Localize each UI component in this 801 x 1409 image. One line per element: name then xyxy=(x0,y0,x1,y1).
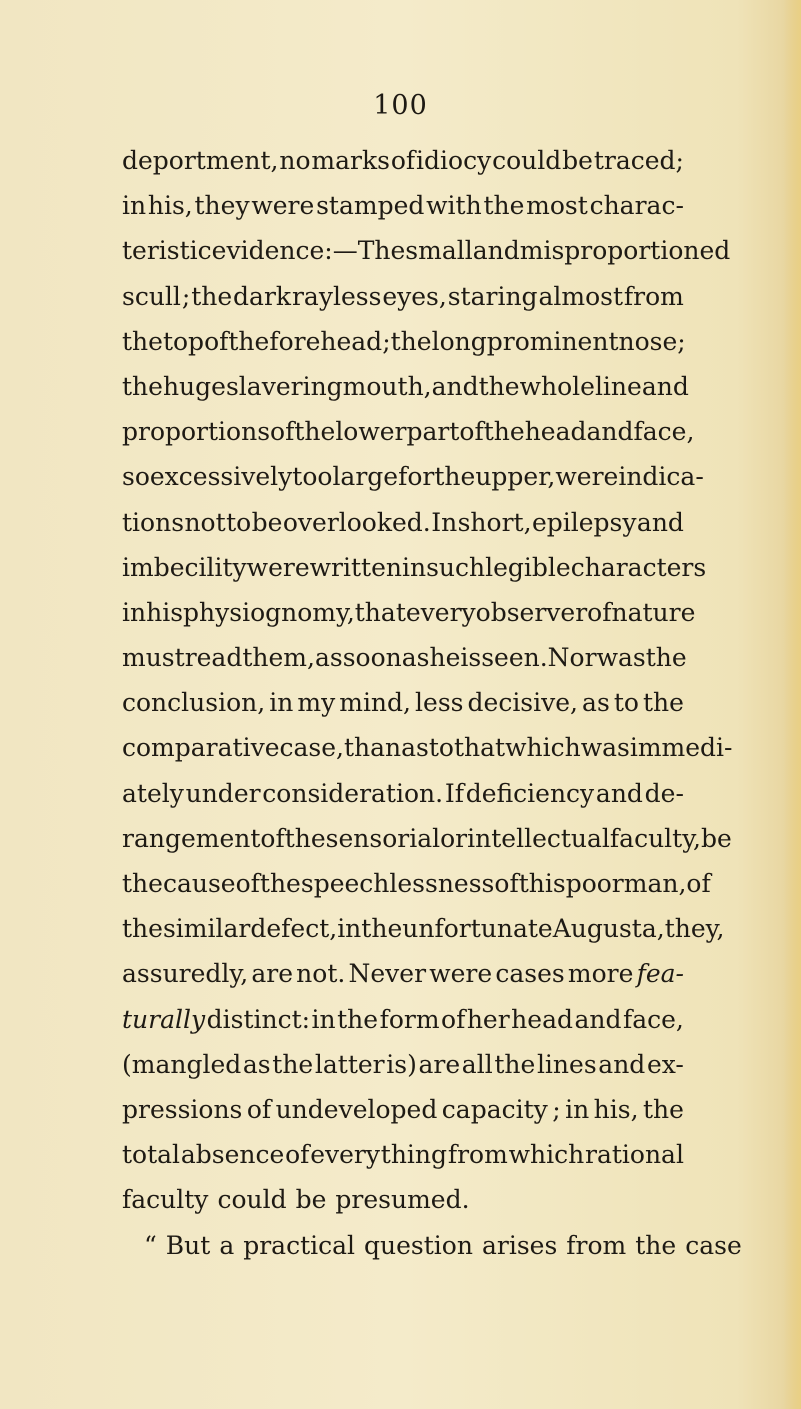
text-line xyxy=(122,725,733,770)
word: were xyxy=(246,552,310,582)
word: face, xyxy=(622,1004,684,1034)
word: of xyxy=(441,1004,466,1034)
word: of xyxy=(260,823,285,853)
word: forehead xyxy=(269,326,383,356)
word: as xyxy=(582,688,610,718)
word: faculty, xyxy=(609,823,701,853)
word: the xyxy=(259,869,301,898)
text-line xyxy=(122,1223,742,1268)
word: his, xyxy=(593,1094,639,1124)
word: :—The xyxy=(324,236,406,266)
word: mouth, xyxy=(342,371,432,401)
word: his xyxy=(146,597,184,627)
text-line xyxy=(122,138,684,183)
word: and xyxy=(636,507,684,537)
word: be xyxy=(562,146,593,175)
word: pressions xyxy=(122,1094,243,1124)
word: the xyxy=(122,869,163,898)
word: in xyxy=(401,552,427,582)
word: is xyxy=(460,643,482,673)
word: comparative xyxy=(122,733,280,763)
word: and xyxy=(431,371,479,401)
word: staring xyxy=(447,281,538,311)
word: the xyxy=(284,823,326,853)
word: to xyxy=(428,733,454,763)
word: the xyxy=(361,914,403,944)
body-text xyxy=(122,138,742,1268)
word: of xyxy=(390,146,416,175)
word: the xyxy=(122,371,163,401)
word: mind, xyxy=(339,688,411,718)
word: the xyxy=(337,1004,379,1034)
text-line xyxy=(122,545,707,590)
word: rayless xyxy=(291,281,382,311)
word: in xyxy=(337,914,362,944)
word: evidence xyxy=(211,236,325,266)
word: nose xyxy=(618,326,678,356)
word: my xyxy=(297,688,336,718)
word: But xyxy=(165,1230,211,1260)
word: a xyxy=(219,1230,235,1260)
text-line xyxy=(122,228,731,273)
text-line xyxy=(122,680,684,725)
word: prominent xyxy=(486,326,619,356)
word: were xyxy=(429,959,493,989)
word: more xyxy=(567,959,634,989)
text-line xyxy=(122,364,689,409)
word: of xyxy=(686,869,711,898)
word: in xyxy=(122,597,147,627)
word: his, xyxy=(147,191,193,221)
word: latter xyxy=(314,1049,385,1079)
word: than xyxy=(343,733,402,763)
word: head xyxy=(511,1004,573,1034)
word: of xyxy=(587,597,612,627)
word: the xyxy=(294,417,336,447)
word: “ xyxy=(144,1230,157,1260)
word: the xyxy=(272,1049,314,1079)
word: huge xyxy=(162,371,226,401)
word: the xyxy=(483,191,525,221)
word: the xyxy=(645,643,687,673)
text-line xyxy=(122,590,696,635)
word: of xyxy=(246,1094,272,1124)
word: or xyxy=(440,823,468,853)
word: decisive, xyxy=(467,688,579,718)
word: of xyxy=(270,417,295,447)
word: poor xyxy=(565,869,624,898)
word: proportions xyxy=(122,417,271,447)
word: every xyxy=(405,597,476,627)
word: soon xyxy=(342,643,402,673)
word: and xyxy=(472,236,520,266)
word: man, xyxy=(623,869,687,898)
word: presumed. xyxy=(335,1185,470,1215)
word: head xyxy=(524,417,587,447)
word: practical xyxy=(243,1230,356,1260)
word: dark xyxy=(233,281,292,311)
word: not. xyxy=(296,959,346,989)
word: case, xyxy=(279,733,344,763)
word: idiocy xyxy=(416,146,492,175)
page-number: 100 xyxy=(373,90,428,121)
text-line xyxy=(122,906,725,951)
page-edge-shadow xyxy=(783,0,801,1409)
word: must xyxy=(122,643,185,673)
word: were xyxy=(555,462,619,492)
word: with xyxy=(426,191,482,221)
text-line xyxy=(122,635,687,680)
word: be xyxy=(251,507,283,537)
word: so xyxy=(122,462,150,492)
word: as xyxy=(401,643,430,673)
word: they, xyxy=(664,914,725,944)
word: the xyxy=(642,688,684,718)
word: the xyxy=(635,1230,677,1260)
word: observer xyxy=(475,597,588,627)
word: could xyxy=(217,1185,287,1215)
word: rational xyxy=(585,1140,684,1170)
word: defect, xyxy=(250,914,338,944)
word: Never xyxy=(348,959,427,989)
text-line xyxy=(122,951,684,996)
word: the xyxy=(122,914,163,944)
word: sensorial xyxy=(325,823,441,853)
word: the xyxy=(191,281,233,311)
word: and xyxy=(641,371,689,401)
word: tions xyxy=(122,507,185,537)
word: are xyxy=(418,1049,461,1079)
word: nature xyxy=(611,597,696,627)
word: as xyxy=(401,733,429,763)
text-line xyxy=(122,274,684,319)
word: is) xyxy=(386,1049,417,1079)
word: traced; xyxy=(593,146,684,175)
word: faculty xyxy=(122,1185,209,1215)
word: in xyxy=(122,191,147,221)
word: Nor xyxy=(547,643,597,673)
text-line xyxy=(122,454,704,499)
text-line xyxy=(122,500,684,545)
word: from xyxy=(447,1140,508,1170)
word: was xyxy=(596,643,646,673)
word: them, xyxy=(242,643,315,673)
word: such xyxy=(426,552,486,582)
word: part xyxy=(406,417,460,447)
word: top xyxy=(162,326,205,356)
text-line xyxy=(122,816,732,861)
word: the xyxy=(494,1049,536,1079)
word: which xyxy=(505,733,581,763)
word: and xyxy=(595,778,643,808)
word: form xyxy=(379,1004,440,1034)
word: her xyxy=(466,1004,510,1034)
word: excessively xyxy=(149,462,293,492)
word: whole xyxy=(519,371,595,401)
word: less xyxy=(415,688,464,718)
word: conclusion, xyxy=(122,688,266,718)
word: stamped xyxy=(316,191,425,221)
word: the xyxy=(642,1094,684,1124)
word: assuredly, xyxy=(122,959,249,989)
word: the xyxy=(228,326,270,356)
word: and xyxy=(586,417,634,447)
word: lower xyxy=(335,417,407,447)
word: rangement xyxy=(122,823,261,853)
word: from xyxy=(623,281,684,311)
word: deportment, xyxy=(122,146,279,175)
word: de- xyxy=(644,778,684,808)
word: of xyxy=(494,869,519,898)
word: total xyxy=(122,1140,181,1170)
word: Augusta, xyxy=(552,914,665,944)
word: (mangled xyxy=(122,1049,242,1079)
word: in xyxy=(565,1094,590,1124)
word: immedi- xyxy=(629,733,733,763)
word: misproportioned xyxy=(519,236,731,266)
text-line xyxy=(122,997,684,1042)
word: thing xyxy=(380,1140,448,1170)
word: small xyxy=(405,236,473,266)
text-line xyxy=(122,319,684,364)
word: line xyxy=(594,371,642,401)
word: could xyxy=(492,146,562,175)
word: of xyxy=(204,326,229,356)
word: turally xyxy=(122,1004,206,1034)
word: that xyxy=(453,733,506,763)
word: marks xyxy=(311,146,390,175)
text-line xyxy=(122,1177,684,1222)
word: from xyxy=(566,1230,627,1260)
word: charac- xyxy=(589,191,684,221)
word: to xyxy=(226,507,252,537)
word: consideration. xyxy=(262,778,444,808)
word: the xyxy=(434,462,476,492)
word: eyes, xyxy=(382,281,447,311)
word: distinct: xyxy=(206,1004,311,1034)
word: physiognomy, xyxy=(183,597,355,627)
word: the xyxy=(483,417,525,447)
word: seen. xyxy=(481,643,548,673)
text-line xyxy=(122,1042,684,1087)
word: and xyxy=(574,1004,622,1034)
word: this xyxy=(518,869,566,898)
word: similar xyxy=(162,914,251,944)
word: In xyxy=(431,507,458,537)
word: scull xyxy=(122,281,181,311)
word: ; xyxy=(677,326,686,356)
word: the xyxy=(390,326,432,356)
text-line xyxy=(122,183,684,228)
word: long xyxy=(431,326,487,356)
word: legible xyxy=(485,552,571,582)
word: characters xyxy=(570,552,707,582)
word: imbecility xyxy=(122,552,247,582)
word: all xyxy=(461,1049,493,1079)
word: ; xyxy=(552,1094,561,1124)
word: in xyxy=(311,1004,336,1034)
word: was xyxy=(580,733,630,763)
word: in xyxy=(269,688,294,718)
word: too xyxy=(292,462,333,492)
word: face, xyxy=(633,417,695,447)
word: teristic xyxy=(122,236,212,266)
word: ; xyxy=(181,281,191,311)
word: read xyxy=(184,643,243,673)
word: almost xyxy=(538,281,624,311)
word: the xyxy=(478,371,520,401)
word: the xyxy=(122,326,163,356)
word: that xyxy=(354,597,406,627)
text-line xyxy=(122,1132,684,1177)
word: they xyxy=(194,191,250,221)
word: upper, xyxy=(475,462,556,492)
word: no xyxy=(279,146,311,175)
word: ately xyxy=(122,778,184,808)
word: indica- xyxy=(618,462,704,492)
word: large xyxy=(332,462,399,492)
word: he xyxy=(429,643,461,673)
word: deficiency xyxy=(465,778,595,808)
word: overlooked. xyxy=(282,507,431,537)
word: of xyxy=(285,1140,310,1170)
word: are xyxy=(251,959,293,989)
word: which xyxy=(508,1140,585,1170)
word: undeveloped xyxy=(275,1094,438,1124)
word: under xyxy=(185,778,261,808)
word: absence xyxy=(180,1140,285,1170)
word: intellectual xyxy=(467,823,610,853)
word: ex- xyxy=(646,1049,684,1079)
word: every xyxy=(310,1140,380,1170)
word: to xyxy=(613,688,639,718)
word: capacity xyxy=(441,1094,548,1124)
word: If xyxy=(444,778,464,808)
word: slavering xyxy=(225,371,343,401)
word: speechlessness xyxy=(300,869,495,898)
word: not xyxy=(184,507,226,537)
word: and xyxy=(598,1049,646,1079)
word: written xyxy=(309,552,402,582)
word: ; xyxy=(382,326,391,356)
word: case xyxy=(685,1230,742,1260)
word: as xyxy=(314,643,343,673)
word: lines xyxy=(536,1049,597,1079)
word: question xyxy=(364,1230,473,1260)
word: were xyxy=(251,191,315,221)
word: be xyxy=(700,823,732,853)
word: of xyxy=(235,869,260,898)
word: of xyxy=(459,417,484,447)
text-line xyxy=(122,861,711,906)
word: arises xyxy=(481,1230,558,1260)
word: unfortunate xyxy=(402,914,553,944)
text-line xyxy=(122,1087,684,1132)
word: short, xyxy=(457,507,532,537)
word: cause xyxy=(162,869,236,898)
word: cases xyxy=(495,959,565,989)
word: most xyxy=(526,191,588,221)
word: as xyxy=(242,1049,271,1079)
word: fea- xyxy=(636,959,684,989)
word: for xyxy=(398,462,435,492)
word: be xyxy=(295,1185,327,1215)
word: epilepsy xyxy=(531,507,637,537)
text-line xyxy=(122,771,684,816)
text-line xyxy=(122,409,695,454)
